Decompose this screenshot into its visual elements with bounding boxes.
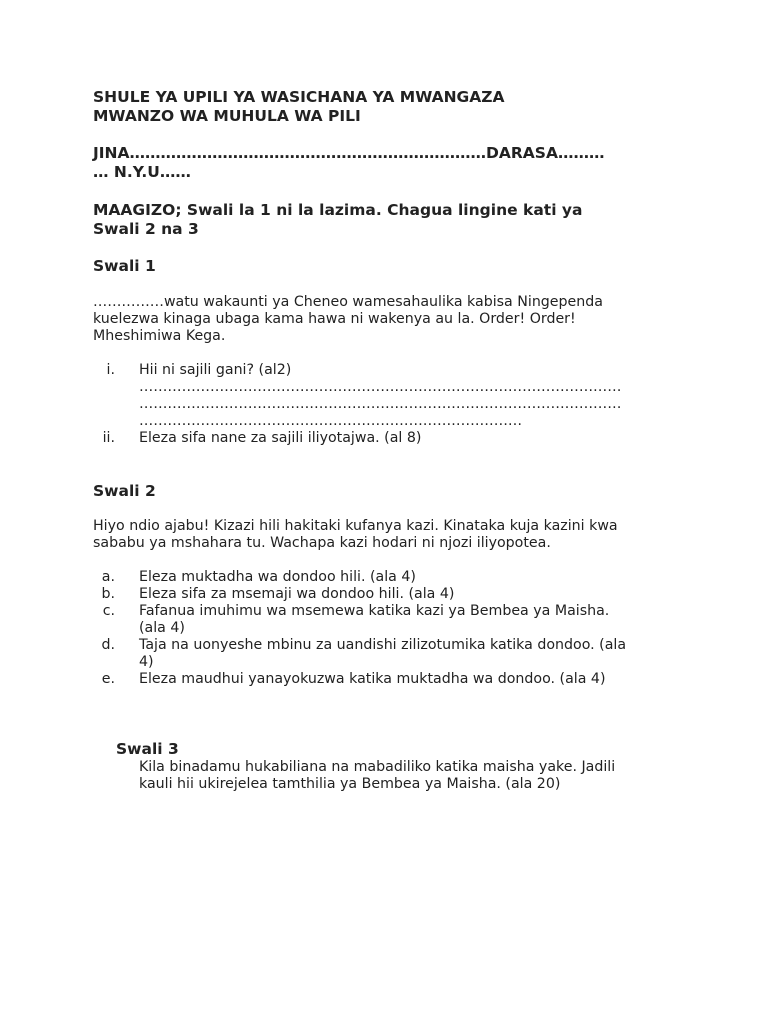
item-text: (ala 4): [139, 620, 185, 636]
admission-number-field: … N.Y.U……: [93, 163, 191, 181]
item-text: Eleza muktadha wa dondoo hili. (ala 4): [139, 569, 416, 585]
question-1-title: Swali 1: [93, 257, 156, 275]
item-marker: a.: [101, 569, 115, 585]
question-3-title: Swali 3: [116, 740, 179, 758]
question-1-section: [93, 257, 683, 447]
question-1-item-i: [93, 362, 683, 430]
question-2-passage: [93, 518, 683, 552]
passage-line: kuelezwa kinaga ubaga kama hawa ni wakenya au la. Order! Order!: [93, 311, 576, 327]
item-marker: ii.: [102, 430, 115, 446]
item-text: Eleza maudhui yanayokuzwa katika muktadha wa dondoo. (ala 4): [139, 671, 606, 687]
item-text: Taja na uonyeshe mbinu za uandishi zilizotumika katika dondoo. (ala: [139, 637, 627, 653]
question-2-title: Swali 2: [93, 482, 156, 500]
passage-line: Hiyo ndio ajabu! Kizazi hili hakitaki kufanya kazi. Kinataka kuja kazini kwa: [93, 518, 618, 534]
instructions-line-1: MAAGIZO; Swali la 1 ni la lazima. Chagua lingine kati ya: [93, 201, 583, 219]
term-title: MWANZO WA MUHULA WA PILI: [93, 107, 361, 125]
question-1-items: [93, 362, 683, 447]
item-text: Hii ni sajili gani? (al2): [139, 362, 292, 378]
question-2-item-c: [93, 603, 683, 637]
passage-line: Mheshimiwa Kega.: [93, 328, 226, 344]
instructions: [93, 201, 683, 239]
question-3-body: [116, 759, 706, 793]
question-2-item-e: [93, 671, 683, 688]
passage-line: ……………watu wakaunti ya Cheneo wamesahaulika kabisa Ningependa: [93, 294, 603, 310]
item-text: 4): [139, 654, 154, 670]
item-marker: e.: [101, 671, 115, 687]
school-name: SHULE YA UPILI YA WASICHANA YA MWANGAZA: [93, 88, 505, 106]
question-1-item-ii: [93, 430, 683, 447]
student-info-fields: [93, 144, 683, 182]
question-2-item-d: [93, 637, 683, 671]
question-2-item-b: [93, 586, 683, 603]
answer-dotted-line: ………………………………………………………………………: [139, 413, 523, 429]
name-class-field: JINA……………………………………………………………DARASA………: [93, 144, 605, 162]
item-marker: i.: [106, 362, 115, 378]
question-2-section: [93, 482, 683, 688]
school-header: [93, 88, 683, 126]
question-2-item-a: [93, 569, 683, 586]
item-text: Eleza sifa nane za sajili iliyotajwa. (al 8): [139, 430, 422, 446]
item-marker: c.: [102, 603, 115, 619]
instructions-line-2: Swali 2 na 3: [93, 220, 199, 238]
question-2-items: [93, 569, 683, 688]
question-1-passage: [93, 294, 683, 345]
item-text: Eleza sifa za msemaji wa dondoo hili. (ala 4): [139, 586, 455, 602]
question-3-line: Kila binadamu hukabiliana na mabadiliko katika maisha yake. Jadili: [139, 759, 616, 775]
question-3-line: kauli hii ukirejelea tamthilia ya Bembea ya Maisha. (ala 20): [139, 776, 561, 792]
question-3-section: [116, 740, 706, 793]
item-marker: d.: [101, 637, 115, 653]
answer-dotted-line: …………………………………………………………………………………………: [139, 379, 622, 395]
passage-line: sababu ya mshahara tu. Wachapa kazi hodari ni njozi iliyopotea.: [93, 535, 551, 551]
exam-page: [93, 88, 683, 793]
answer-dotted-line: …………………………………………………………………………………………: [139, 396, 622, 412]
item-text: Fafanua imuhimu wa msemewa katika kazi ya Bembea ya Maisha.: [139, 603, 610, 619]
item-marker: b.: [101, 586, 115, 602]
